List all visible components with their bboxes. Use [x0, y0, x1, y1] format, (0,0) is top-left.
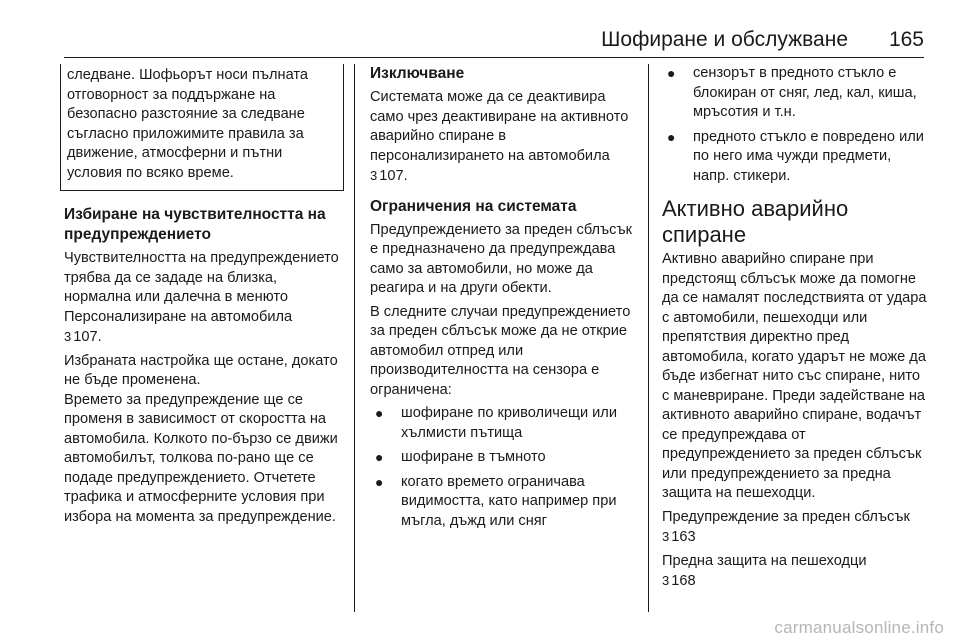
paragraph: Предупреждението за преден сблъсък е предназначено да предупреждава само за автомобили, но може да реагира и на други обекти. — [370, 221, 632, 296]
page-reference-arrow-icon: 3 — [64, 329, 72, 344]
page-reference-arrow-icon: 3 — [662, 573, 670, 588]
column-middle — [370, 64, 636, 536]
chapter-heading-active-emergency-braking: Активно аварийно спиране — [662, 196, 849, 247]
column-divider — [354, 64, 355, 612]
bullet-icon: ● — [667, 65, 676, 81]
page-reference-arrow-icon: 3 — [662, 529, 670, 544]
column-right — [662, 64, 928, 592]
page-reference[interactable]: 3 107. — [370, 168, 408, 184]
paragraph: Предупреждение за преден сблъсък 3 163 — [662, 508, 910, 545]
bullet-list — [662, 64, 928, 186]
page-reference[interactable]: 3 168 — [662, 573, 696, 589]
column-divider — [648, 64, 649, 612]
paragraph: Системата може да се деактивира само чрез деактивиране на активното аварийно спиране в персонализирането на автомобила 3 107. — [370, 89, 629, 184]
paragraph: Чувствителността на предупреждението трябва да се зададе на близка, нормална или далечна в менюто Персонализиране на автомобила 3 107. — [64, 250, 339, 345]
page-reference-arrow-icon: 3 — [370, 168, 378, 183]
watermark: carmanualsonline.info — [774, 618, 944, 637]
list-item: ● предното стъкло е повредено или по него има чужди предмети, напр. стикери. — [667, 128, 924, 184]
section-heading-deactivation: Изключване — [370, 65, 465, 82]
section-heading-limitations: Ограничения на системата — [370, 197, 577, 215]
list-item: ● когато времето ограничава видимостта, като например при мъгла, дъжд или сняг — [375, 473, 617, 529]
bullet-list — [370, 404, 636, 531]
bullet-icon: ● — [667, 128, 676, 145]
bullet-icon: ● — [375, 449, 384, 465]
bullet-icon: ● — [375, 405, 384, 421]
list-item: ● шофиране по криволичещи или хълмисти пътища — [375, 405, 617, 441]
list-item: ● шофиране в тъмното — [370, 448, 636, 468]
column-left — [64, 64, 340, 527]
header-rule — [64, 57, 924, 58]
paragraph: Предна защита на пешеходци 3 168 — [662, 552, 867, 589]
page-header — [0, 0, 960, 60]
page-reference[interactable]: 3 107. — [64, 329, 102, 345]
bullet-icon: ● — [375, 473, 384, 490]
list-item: ● сензорът в предното стъкло е блокиран от сняг, лед, кал, киша, мръсотия и т.н. — [667, 65, 917, 120]
running-title: Шофиране и обслужване — [601, 28, 848, 51]
paragraph: В следните случаи предупреждението за преден сблъсък може да не открие автомобил отпред или производителността на сензора е ограничена: — [370, 303, 631, 398]
paragraph: Времето за предупреждение ще се променя в зависимост от скоростта на автомобила. Колкото по-бързо се движи автомобилът, толкова по-рано ще се подаде предупреждението. Отчетете трафика и атмосферните условия при избора на момента за предупреждение. — [64, 391, 338, 525]
warning-note-box — [60, 64, 344, 191]
page-number: 165 — [888, 28, 924, 51]
page-reference[interactable]: 3 163 — [662, 529, 696, 545]
section-heading-sensitivity: Избиране на чувствителността на предупреждението — [64, 206, 326, 243]
paragraph: Активно аварийно спиране при предстоящ сблъсък може да помогне да се намалят последствията от удара с автомобили, пешеходци или препятствия директно пред автомобила, когато ударът не може да бъде избегнат нито със спиране, нито с маневриране. Преди задействане на активното аварийно спиране, водачът се предупреждава от предупреждението за преден сблъсък или предупреждението за предна защита на пешеходци. — [662, 251, 927, 501]
note-text: следване. Шофьорът носи пълната отговорност за поддържане на безопасно разстояние за следване съгласно приложимите правила за движение, атмосферни и пътни условия по всяко време. — [67, 67, 309, 181]
paragraph: Избраната настройка ще остане, докато не бъде променена. — [64, 352, 338, 388]
